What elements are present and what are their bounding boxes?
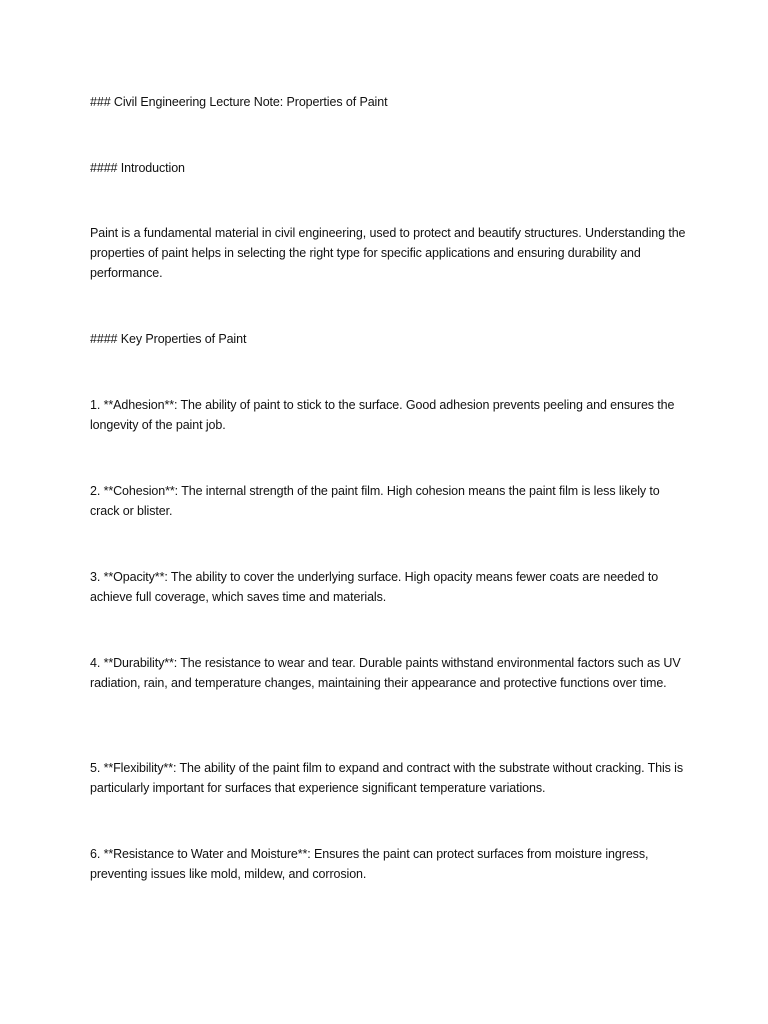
introduction-paragraph: Paint is a fundamental material in civil engineering, used to protect and beautify structures. Understanding the properties of paint helps in selecting the right type for specific applications and ensuring durability and performance. — [90, 226, 686, 280]
property-item-opacity: 3. **Opacity**: The ability to cover the underlying surface. High opacity means fewer coats are needed to achieve full coverage, which saves time and materials. — [90, 570, 659, 604]
property-item-cohesion: 2. **Cohesion**: The internal strength of the paint film. High cohesion means the paint film is less likely to crack or blister. — [90, 484, 660, 518]
property-item-flexibility: 5. **Flexibility**: The ability of the paint film to expand and contract with the substrate without cracking. This is particularly important for surfaces that experience significant temperature variations. — [90, 761, 684, 795]
introduction-heading: #### Introduction — [90, 161, 185, 175]
property-item-durability: 4. **Durability**: The resistance to wear and tear. Durable paints withstand environmental factors such as UV radiation, rain, and temperature changes, maintaining their appearance and protective functions over time. — [90, 656, 681, 690]
property-item-adhesion: 1. **Adhesion**: The ability of paint to stick to the surface. Good adhesion prevents peeling and ensures the longevity of the paint job. — [90, 398, 675, 432]
document-title: ### Civil Engineering Lecture Note: Properties of Paint — [90, 95, 388, 109]
property-item-water-resistance: 6. **Resistance to Water and Moisture**: Ensures the paint can protect surfaces from moisture ingress, preventing issues like mold, mildew, and corrosion. — [90, 847, 649, 881]
key-properties-heading: #### Key Properties of Paint — [90, 332, 247, 346]
